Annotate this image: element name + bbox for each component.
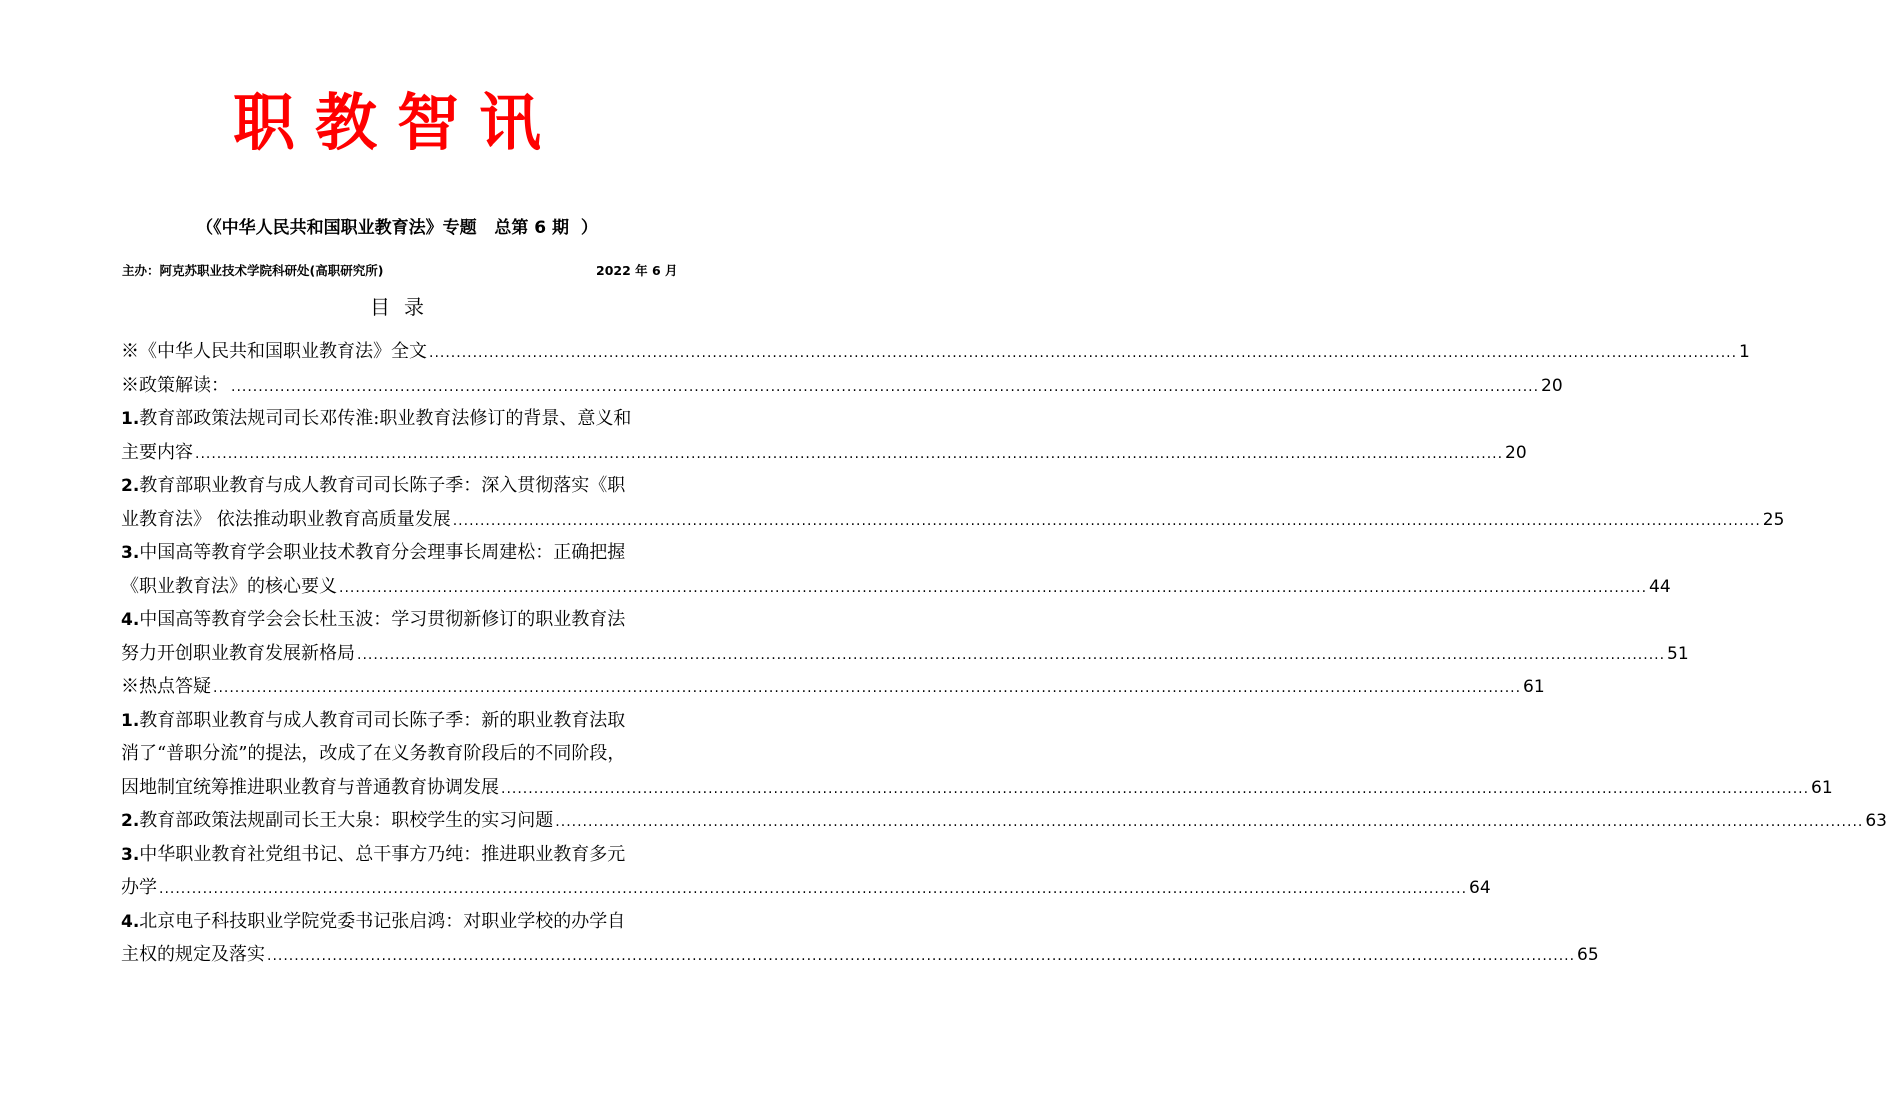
toc-entry-title: 《职业教育法》的核心要义 (121, 575, 337, 597)
toc-entry-text (121, 774, 499, 802)
toc-dot-leader: ................................................................................................................................................................................................................................................ (267, 948, 1576, 964)
toc-dot-leader: ................................................................................................................................................................................................................................................ (159, 881, 1468, 897)
toc-entry-title: 教育部政策法规司司长邓传淮:职业教育法修订的背景、意义和 (139, 408, 632, 429)
toc-entry-line (121, 707, 674, 735)
toc-entry[interactable] (121, 807, 1887, 835)
toc-dot-leader: ................................................................................................................................................................................................................................................ (195, 445, 1504, 462)
toc-entry-text (121, 475, 625, 496)
toc-entry-title: ※《中华人民共和国职业教育法》全文 (121, 341, 427, 362)
toc-entry-text (121, 338, 427, 366)
toc-entry[interactable] (121, 539, 1671, 601)
toc-entry-title: 中华职业教育社党组书记、总干事方乃纯：推进职业教育多元 (139, 843, 626, 865)
toc-page-number: 64 (1469, 878, 1491, 898)
toc-entry-line (121, 506, 1785, 534)
toc-page-number: 25 (1762, 509, 1785, 530)
toc-entry-title: 中国高等教育学会职业技术教育分会理事长周建松：正确把握 (139, 542, 626, 563)
toc-dot-leader: ................................................................................................................................................................................................................................................ (452, 512, 1761, 529)
toc-entry-line (121, 841, 674, 869)
toc-page-number: 65 (1577, 945, 1599, 965)
toc-entry-text (121, 408, 631, 429)
toc-entry[interactable] (121, 472, 1785, 534)
toc-entry-text (121, 743, 625, 764)
toc-entry-line (121, 740, 674, 768)
toc-entry-title: 办学 (121, 877, 157, 898)
toc-page-number: 1 (1739, 342, 1750, 362)
toc-entry-title: 北京电子科技职业学院党委书记张启鸿：对职业学校的办学自 (139, 910, 626, 932)
toc-entry-text (121, 439, 193, 467)
issue-line: （《中华人民共和国职业教育法》专题 总第 6 期 ） (196, 218, 598, 238)
toc-entry-line (121, 372, 1563, 400)
toc-entry-title: 主要内容 (121, 441, 193, 463)
toc-entry-number: 4. (121, 911, 140, 932)
toc-entry-title: ※政策解读： (121, 374, 229, 396)
toc-entry-line (121, 874, 1491, 902)
toc-entry[interactable] (121, 338, 1750, 366)
toc-entry[interactable] (121, 673, 1545, 701)
toc-entry-number: 2. (121, 811, 140, 831)
toc-entry-line (121, 606, 674, 634)
toc-entry-text (121, 573, 337, 601)
toc-entry-line (121, 439, 1527, 467)
toc-entry-title: 教育部政策法规副司长王大泉：职校学生的实习问题 (139, 810, 554, 831)
toc-page-number: 44 (1649, 576, 1671, 597)
toc-entry[interactable] (121, 908, 1599, 970)
toc-dot-leader: ................................................................................................................................................................................................................................................ (555, 814, 1864, 830)
toc-entry-text (121, 710, 625, 731)
toc-entry-text (121, 807, 553, 835)
issue-date: 2022 年 6 月 (596, 263, 678, 278)
toc-entry-line (121, 673, 1545, 701)
toc-entry-text (121, 844, 625, 865)
toc-entry-text (121, 911, 625, 932)
toc-entry-text (121, 640, 355, 668)
toc-entry-line (121, 472, 674, 500)
toc-dot-leader: ................................................................................................................................................................................................................................................ (429, 345, 1738, 361)
toc-entry-title: 因地制宜统筹推进职业教育与普通教育协调发展 (121, 776, 499, 798)
toc-dot-leader: ................................................................................................................................................................................................................................................ (213, 680, 1522, 696)
toc-entry[interactable] (121, 841, 1491, 903)
toc-entry-number: 1. (121, 710, 140, 731)
toc-page-number: 61 (1811, 777, 1833, 798)
toc-entry-title: 教育部职业教育与成人教育司司长陈子季：新的职业教育法取 (139, 709, 626, 731)
toc-entry-text (121, 673, 211, 701)
toc-entry-title: 努力开创职业教育发展新格局 (121, 642, 355, 664)
toc-entry-text (121, 372, 229, 400)
toc-dot-leader: ................................................................................................................................................................................................................................................ (501, 780, 1810, 797)
toc-page-number: 20 (1505, 442, 1527, 463)
toc-entry-line (121, 807, 1887, 835)
toc-page-number: 63 (1865, 811, 1887, 831)
toc-entry-title: ※热点答疑 (121, 676, 211, 697)
toc-dot-leader: ................................................................................................................................................................................................................................................ (231, 378, 1540, 395)
toc-entry-line (121, 405, 674, 433)
toc-entry-line (121, 573, 1671, 601)
toc-page-number: 20 (1541, 375, 1563, 396)
sponsor-line: 主办：阿克苏职业技术学院科研处(高职研究所) (122, 263, 384, 278)
toc-entry-text (121, 941, 265, 969)
toc-entry-number: 4. (121, 610, 140, 630)
toc-entry-line (121, 539, 674, 567)
toc-entry-number: 1. (121, 409, 140, 429)
toc-entry-number: 3. (121, 543, 140, 563)
table-of-contents (121, 338, 1887, 975)
toc-entry-line (121, 338, 1750, 366)
toc-entry-text (121, 609, 625, 630)
toc-entry[interactable] (121, 707, 1833, 802)
toc-entry-line (121, 908, 674, 936)
toc-title: 目录 (370, 295, 438, 319)
toc-entry-text (121, 506, 451, 534)
toc-entry-title: 主权的规定及落实 (121, 944, 265, 965)
toc-entry-line (121, 941, 1599, 969)
toc-entry-title: 中国高等教育学会会长杜玉波：学习贯彻新修订的职业教育法 (139, 609, 626, 630)
toc-entry[interactable] (121, 606, 1689, 668)
toc-entry-text (121, 874, 157, 902)
toc-entry[interactable] (121, 372, 1563, 400)
toc-entry-number: 2. (121, 476, 140, 496)
toc-entry-title: 业教育法》 依法推动职业教育高质量发展 (121, 508, 451, 530)
toc-entry-title: 消了“普职分流”的提法，改成了在义务教育阶段后的不同阶段， (121, 743, 626, 764)
toc-entry-line (121, 640, 1689, 668)
toc-entry-title: 教育部职业教育与成人教育司司长陈子季：深入贯彻落实《职 (139, 475, 626, 496)
toc-entry[interactable] (121, 405, 1527, 467)
toc-entry-text (121, 542, 625, 563)
toc-page-number: 61 (1523, 677, 1545, 697)
masthead-title: 职教智讯 (232, 86, 561, 159)
toc-entry-number: 3. (121, 844, 140, 865)
toc-dot-leader: ................................................................................................................................................................................................................................................ (339, 579, 1648, 596)
toc-dot-leader: ................................................................................................................................................................................................................................................ (357, 646, 1666, 663)
toc-page-number: 51 (1667, 643, 1689, 664)
toc-entry-line (121, 774, 1833, 802)
